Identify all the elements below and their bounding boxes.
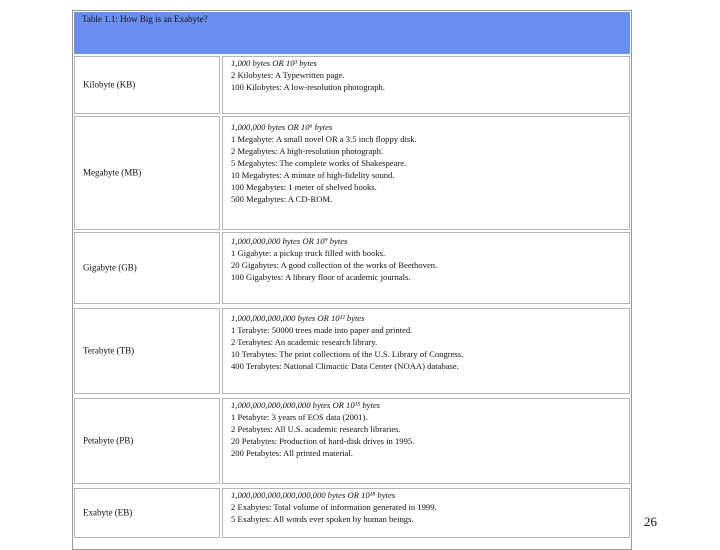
example-line: 1 Gigabyte: a pickup truck filled with books. [231,248,386,258]
byte-definition: 1,000,000 bytes OR 10⁶ bytes [231,122,333,132]
table-row [74,232,630,304]
description-cell [222,398,630,484]
unit-cell [74,398,220,484]
table-row [74,116,630,230]
byte-definition: 1,000 bytes OR 10³ bytes [231,58,317,68]
unit-label: Megabyte (MB) [83,167,142,178]
description-cell [222,308,630,394]
example-line: 2 Kilobytes: A Typewritten page. [231,70,345,80]
example-line: 2 Terabytes: An academic research library. [231,337,378,347]
unit-label: Kilobyte (KB) [83,79,136,90]
unit-label: Terabyte (TB) [83,345,135,356]
unit-cell [74,116,220,230]
example-line: 20 Petabytes: Production of hard-disk drives in 1995. [231,436,415,446]
unit-label: Exabyte (EB) [83,507,133,518]
unit-cell [74,56,220,114]
example-line: 500 Megabytes: A CD-ROM. [231,194,333,204]
example-line: 1 Petabyte: 3 years of EOS data (2001). [231,412,368,422]
byte-definition: 1,000,000,000 bytes OR 10⁹ bytes [231,236,348,246]
example-line: 1 Terabyte: 50000 trees made into paper and printed. [231,325,413,335]
table-row [74,56,630,114]
byte-definition: 1,000,000,000,000 bytes OR 10¹² bytes [231,313,365,323]
example-line: 100 Kilobytes: A low-resolution photograph. [231,82,385,92]
table-title: Table 1.1: How Big is an Exabyte? [82,14,208,24]
example-line: 10 Megabytes: A minute of high-fidelity sound. [231,170,395,180]
example-line: 1 Megabyte: A small novel OR a 3.5 inch floppy disk. [231,134,417,144]
unit-label: Gigabyte (GB) [83,262,137,273]
byte-definition: 1,000,000,000,000,000 bytes OR 10¹⁵ bytes [231,400,381,410]
table-row [74,398,630,484]
example-line: 2 Petabytes: All U.S. academic research libraries. [231,424,401,434]
unit-cell [74,232,220,304]
example-line: 2 Megabytes: A high-resolution photograph. [231,146,384,156]
description-cell [222,488,630,538]
example-line: 20 Gigabytes: A good collection of the works of Beethoven. [231,260,438,270]
example-line: 10 Terabytes: The print collections of the U.S. Library of Congress. [231,349,464,359]
table-row [74,488,630,538]
example-line: 200 Petabytes: All printed material. [231,448,353,458]
unit-label: Petabyte (PB) [83,435,134,446]
description-cell [222,232,630,304]
example-line: 5 Megabytes: The complete works of Shakespeare. [231,158,407,168]
unit-cell [74,488,220,538]
example-line: 2 Exabytes: Total volume of information generated in 1999. [231,502,437,512]
description-cell [222,56,630,114]
example-line: 100 Gigabytes: A library floor of academic journals. [231,272,411,282]
unit-cell [74,308,220,394]
description-cell [222,116,630,230]
table-row [74,308,630,394]
byte-definition: 1,000,000,000,000,000,000 bytes OR 10¹⁸ bytes [231,490,396,500]
example-line: 100 Megabytes: 1 meter of shelved books. [231,182,377,192]
example-line: 5 Exabytes: All words ever spoken by human beings. [231,514,414,524]
page-number: 26 [644,514,657,529]
example-line: 400 Terabytes: National Climactic Data Center (NOAA) database. [231,361,459,371]
table-header-band [74,12,630,54]
